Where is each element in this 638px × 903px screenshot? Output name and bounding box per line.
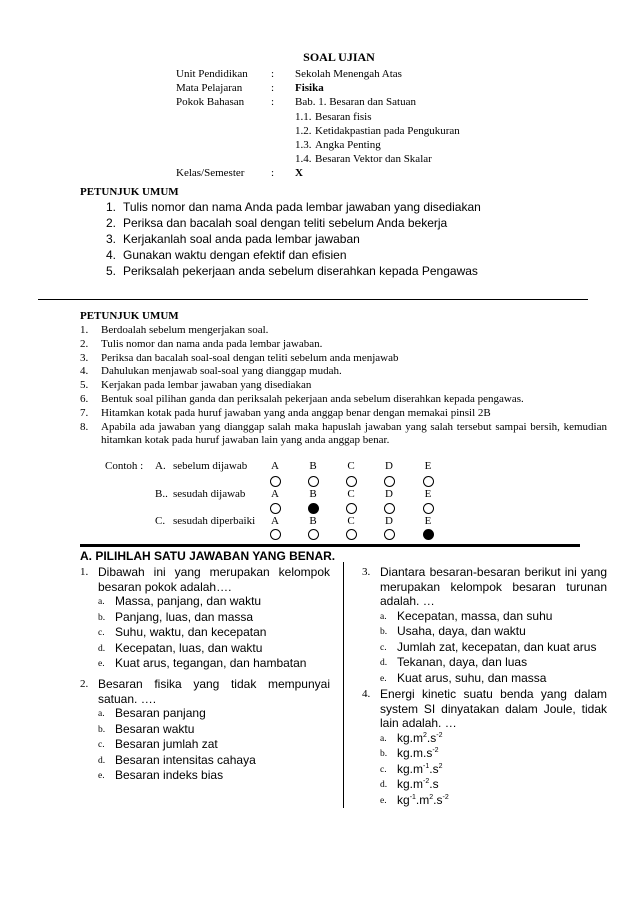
option-letter: b. bbox=[98, 612, 106, 623]
option-letter: B bbox=[309, 460, 317, 472]
option-letter: a. bbox=[98, 709, 105, 719]
option[interactable] bbox=[98, 641, 330, 657]
subtopic bbox=[176, 110, 460, 124]
list-item bbox=[80, 407, 607, 421]
item-text: Berdoalah sebelum mengerjakan soal. bbox=[101, 324, 269, 336]
question-4 bbox=[362, 687, 607, 808]
meta-kelas bbox=[176, 166, 460, 180]
list-item bbox=[80, 393, 607, 407]
meta-value: X bbox=[295, 167, 303, 180]
subtopic-num: 1.1. bbox=[295, 110, 312, 123]
option-letter: a. bbox=[98, 597, 105, 607]
option[interactable] bbox=[380, 609, 607, 625]
option-letter: D bbox=[385, 488, 393, 500]
option-letter: D bbox=[385, 460, 393, 472]
option[interactable] bbox=[380, 762, 607, 778]
list-item bbox=[106, 263, 481, 279]
list-item bbox=[80, 421, 607, 449]
subtopic-text: Angka Penting bbox=[315, 139, 381, 152]
option-letter: c. bbox=[98, 628, 105, 638]
list-item bbox=[80, 365, 607, 379]
option-letter: A bbox=[271, 488, 279, 500]
option-letter: A bbox=[271, 515, 279, 527]
subtopic-text: Besaran fisis bbox=[315, 110, 372, 123]
option-text: $kg.m.s^{-2}$ bbox=[397, 746, 439, 760]
option-text: Suhu, waktu, dan kecepatan bbox=[115, 625, 267, 639]
question-num: 4. bbox=[362, 688, 371, 700]
meta-label: Kelas/Semester bbox=[176, 167, 245, 180]
option[interactable] bbox=[380, 746, 607, 762]
option-letter: c. bbox=[380, 642, 387, 653]
meta-label: Unit Pendidikan bbox=[176, 68, 248, 80]
answer-bubble[interactable] bbox=[270, 476, 281, 487]
option-text: Tekanan, daya, dan luas bbox=[397, 655, 528, 669]
option-letter: b. bbox=[98, 724, 106, 735]
option[interactable] bbox=[380, 640, 607, 656]
option-letter: E bbox=[424, 515, 432, 527]
answer-bubble[interactable] bbox=[423, 503, 434, 514]
question-text: Energi kinetic suatu benda yang dalam bbox=[380, 687, 607, 701]
answer-bubble[interactable] bbox=[346, 476, 357, 487]
option-text: Besaran intensitas cahaya bbox=[115, 752, 256, 767]
option[interactable] bbox=[98, 753, 330, 769]
option-letter: b. bbox=[380, 627, 388, 637]
option-text: Kuat arus, tegangan, dan hambatan bbox=[115, 656, 307, 670]
item-num: 5. bbox=[106, 264, 117, 278]
list-item bbox=[106, 231, 481, 247]
option-letter: c. bbox=[380, 764, 387, 775]
list-item bbox=[80, 338, 607, 352]
option-letter: C bbox=[347, 515, 355, 527]
meta-pokok bbox=[176, 95, 460, 109]
option-text: Kuat arus, suhu, dan massa bbox=[397, 670, 547, 685]
petunjuk-list-2 bbox=[80, 324, 607, 448]
option-text: $kg^{-1}.m^2.s^{-2}$ bbox=[397, 792, 449, 807]
option[interactable] bbox=[380, 655, 607, 671]
option-text: Kecepatan, luas, dan waktu bbox=[115, 640, 263, 655]
question-text: satuan. …. bbox=[98, 691, 157, 706]
meta-colon: : bbox=[271, 167, 275, 180]
option-letter: d. bbox=[380, 658, 388, 668]
list-item bbox=[106, 247, 481, 263]
item-text: Periksa dan bacalah soal-soal dengan teliti sebelum anda menjawab bbox=[101, 351, 399, 364]
divider-thick bbox=[80, 544, 580, 547]
subtopic-text: Besaran Vektor dan Skalar bbox=[315, 153, 432, 166]
question-text: lain adalah. … bbox=[380, 716, 457, 730]
answer-bubble[interactable] bbox=[384, 529, 395, 540]
option-text: $kg.m^{-2}.s$ bbox=[397, 777, 439, 791]
meta-mapel bbox=[176, 81, 460, 95]
answer-bubble[interactable] bbox=[308, 476, 319, 487]
meta-unit bbox=[176, 67, 460, 81]
option-letter: C bbox=[347, 460, 355, 472]
item-text: Kerjakan pada lembar jawaban yang disediakan bbox=[101, 379, 312, 392]
option-letter: a. bbox=[380, 733, 387, 744]
option-text: Jumlah zat, kecepatan, dan kuat arus bbox=[397, 639, 597, 654]
section-heading: A. PILIHLAH SATU JAWABAN YANG BENAR. bbox=[80, 549, 336, 563]
example-text: sebelum dijawab bbox=[173, 460, 248, 472]
petunjuk-heading: PETUNJUK UMUM bbox=[80, 186, 179, 198]
item-text: Tulis nomor dan nama Anda pada lembar jawaban yang disediakan bbox=[123, 200, 481, 214]
question-text: Diantara besaran-besaran berikut ini yang bbox=[380, 565, 607, 579]
option-letter: e. bbox=[98, 771, 105, 781]
option-list bbox=[80, 706, 330, 784]
option[interactable] bbox=[98, 722, 330, 738]
option-letter: c. bbox=[98, 740, 105, 750]
item-text: Dahulukan menjawab soal-soal yang dianggap mudah. bbox=[101, 365, 342, 378]
option[interactable] bbox=[380, 793, 607, 809]
example-prefix: B.. bbox=[155, 488, 168, 500]
list-item bbox=[106, 215, 481, 231]
subtopic bbox=[176, 124, 460, 138]
question-2 bbox=[80, 677, 330, 784]
option-text: Kecepatan, massa, dan suhu bbox=[397, 608, 553, 623]
answer-bubble[interactable] bbox=[308, 529, 319, 540]
item-num: 1. bbox=[106, 200, 117, 214]
option-letter: B bbox=[309, 515, 317, 527]
question-text: system SI dinyatakan dalam Joule, tidak bbox=[380, 701, 607, 716]
item-text: Periksalah pekerjaan anda sebelum diserahkan kepada Pengawas bbox=[123, 264, 478, 278]
item-text: Periksa dan bacalah soal dengan teliti sebelum Anda bekerja bbox=[123, 216, 448, 230]
item-text: Apabila ada jawaban yang dianggap salah maka hapuslah jawaban yang salah tersebut sampai bersih, kemudian hitamkan kotak pada huruf jawaban lain yang anda anggap benar. bbox=[101, 420, 607, 447]
option-letter: E bbox=[424, 488, 432, 500]
option-letter: D bbox=[385, 515, 393, 527]
option-letter: E bbox=[424, 460, 432, 472]
item-num: 4. bbox=[106, 248, 117, 262]
item-num: 3. bbox=[80, 351, 89, 364]
subtopic bbox=[176, 152, 460, 166]
petunjuk-heading-2: PETUNJUK UMUM bbox=[80, 310, 179, 322]
example-text: sesudah diperbaiki bbox=[173, 515, 256, 527]
meta-colon: : bbox=[271, 68, 275, 80]
exam-meta bbox=[176, 67, 460, 181]
option-text: Besaran indeks bias bbox=[115, 768, 224, 782]
answer-bubble[interactable] bbox=[346, 503, 357, 514]
subtopic-text: Ketidakpastian pada Pengukuran bbox=[315, 124, 460, 137]
option-text: Massa, panjang, dan waktu bbox=[115, 594, 262, 608]
question-text: merupakan kelompok besaran turunan bbox=[380, 579, 607, 594]
option[interactable] bbox=[380, 777, 607, 793]
answer-bubble[interactable] bbox=[384, 503, 395, 514]
option-letter: C bbox=[347, 488, 355, 500]
list-item bbox=[106, 199, 481, 215]
option-letter: A bbox=[271, 460, 279, 472]
question-text: Besaran fisika yang tidak mempunyai bbox=[98, 677, 330, 691]
item-text: Kerjakanlah soal anda pada lembar jawaban bbox=[123, 232, 360, 246]
option[interactable] bbox=[380, 731, 607, 747]
question-num: 1. bbox=[80, 566, 89, 578]
question-num: 2. bbox=[80, 678, 89, 690]
option-text: $kg.m^2.s^{-2}$ bbox=[397, 730, 443, 745]
item-text: Gunakan waktu dengan efektif dan efisien bbox=[123, 248, 347, 262]
subtopic bbox=[176, 138, 460, 152]
option-text: $kg.m^{-1}.s^2$ bbox=[397, 761, 443, 776]
list-item bbox=[80, 324, 607, 338]
option-letter: e. bbox=[380, 795, 387, 806]
question-3 bbox=[362, 565, 607, 686]
meta-value: Fisika bbox=[295, 82, 324, 95]
option[interactable] bbox=[98, 656, 330, 672]
question-text: Dibawah ini yang merupakan kelompok bbox=[98, 565, 330, 579]
option-text: Besaran panjang bbox=[115, 706, 206, 720]
option[interactable] bbox=[380, 671, 607, 687]
item-num: 8. bbox=[80, 420, 89, 433]
option-text: Usaha, daya, dan waktu bbox=[397, 624, 526, 638]
item-num: 2. bbox=[106, 216, 117, 230]
answer-bubble[interactable] bbox=[270, 503, 281, 514]
example-label: Contoh : bbox=[105, 460, 144, 472]
example-text: sesudah dijawab bbox=[173, 488, 246, 500]
column-divider bbox=[343, 562, 344, 808]
question-text: besaran pokok adalah…. bbox=[98, 579, 232, 594]
answer-bubble[interactable] bbox=[423, 529, 434, 540]
option-text: Besaran waktu bbox=[115, 721, 195, 736]
answer-bubble[interactable] bbox=[384, 476, 395, 487]
item-num: 4. bbox=[80, 365, 89, 378]
option[interactable] bbox=[380, 624, 607, 640]
option[interactable] bbox=[98, 768, 330, 784]
list-item bbox=[80, 352, 607, 366]
meta-colon: : bbox=[271, 96, 275, 109]
subtopic-num: 1.3. bbox=[295, 139, 312, 152]
petunjuk-list bbox=[106, 199, 481, 279]
option-text: Panjang, luas, dan massa bbox=[115, 609, 254, 624]
option-list bbox=[80, 594, 330, 672]
option[interactable] bbox=[98, 706, 330, 722]
item-text: Tulis nomor dan nama anda pada lembar jawaban. bbox=[101, 337, 323, 350]
option-letter: d. bbox=[380, 780, 388, 790]
option-letter: e. bbox=[98, 659, 105, 669]
subtopic-num: 1.4. bbox=[295, 153, 312, 166]
page-title: SOAL UJIAN bbox=[303, 50, 375, 64]
option[interactable] bbox=[98, 737, 330, 753]
divider bbox=[38, 299, 588, 300]
meta-value: Sekolah Menengah Atas bbox=[295, 68, 402, 80]
option-letter: e. bbox=[380, 673, 387, 684]
meta-value: Bab. 1. Besaran dan Satuan bbox=[295, 96, 416, 109]
item-text: Bentuk soal pilihan ganda dan periksalah pekerjaan anda sebelum diserahkan kepada pengawas. bbox=[101, 392, 524, 405]
option-text: Besaran jumlah zat bbox=[115, 737, 218, 751]
meta-label: Pokok Bahasan bbox=[176, 96, 245, 109]
list-item bbox=[80, 379, 607, 393]
subtopic-num: 1.2. bbox=[295, 124, 312, 137]
option[interactable] bbox=[98, 594, 330, 610]
answer-bubble[interactable] bbox=[346, 529, 357, 540]
example-prefix: A. bbox=[155, 460, 166, 472]
answer-bubble[interactable] bbox=[270, 529, 281, 540]
item-num: 1. bbox=[80, 324, 89, 336]
question-1 bbox=[80, 565, 330, 672]
option[interactable] bbox=[98, 610, 330, 626]
option-list bbox=[362, 609, 607, 687]
item-text: Hitamkan kotak pada huruf jawaban yang anda anggap benar dengan memakai pinsil 2B bbox=[101, 406, 491, 419]
item-num: 6. bbox=[80, 392, 89, 405]
item-num: 5. bbox=[80, 379, 89, 392]
answer-bubble[interactable] bbox=[308, 503, 319, 514]
item-num: 3. bbox=[106, 232, 117, 246]
question-text: adalah. … bbox=[380, 594, 435, 608]
option[interactable] bbox=[98, 625, 330, 641]
meta-label: Mata Pelajaran bbox=[176, 82, 243, 95]
option-letter: B bbox=[309, 488, 317, 500]
example-prefix: C. bbox=[155, 515, 166, 527]
answer-bubble[interactable] bbox=[423, 476, 434, 487]
option-letter: d. bbox=[98, 643, 106, 654]
option-letter: a. bbox=[380, 611, 387, 622]
meta-colon: : bbox=[271, 82, 275, 95]
item-num: 7. bbox=[80, 406, 89, 419]
question-num: 3. bbox=[362, 566, 371, 578]
option-list bbox=[362, 731, 607, 809]
item-num: 2. bbox=[80, 337, 89, 350]
option-letter: d. bbox=[98, 755, 106, 766]
option-letter: b. bbox=[380, 749, 388, 759]
